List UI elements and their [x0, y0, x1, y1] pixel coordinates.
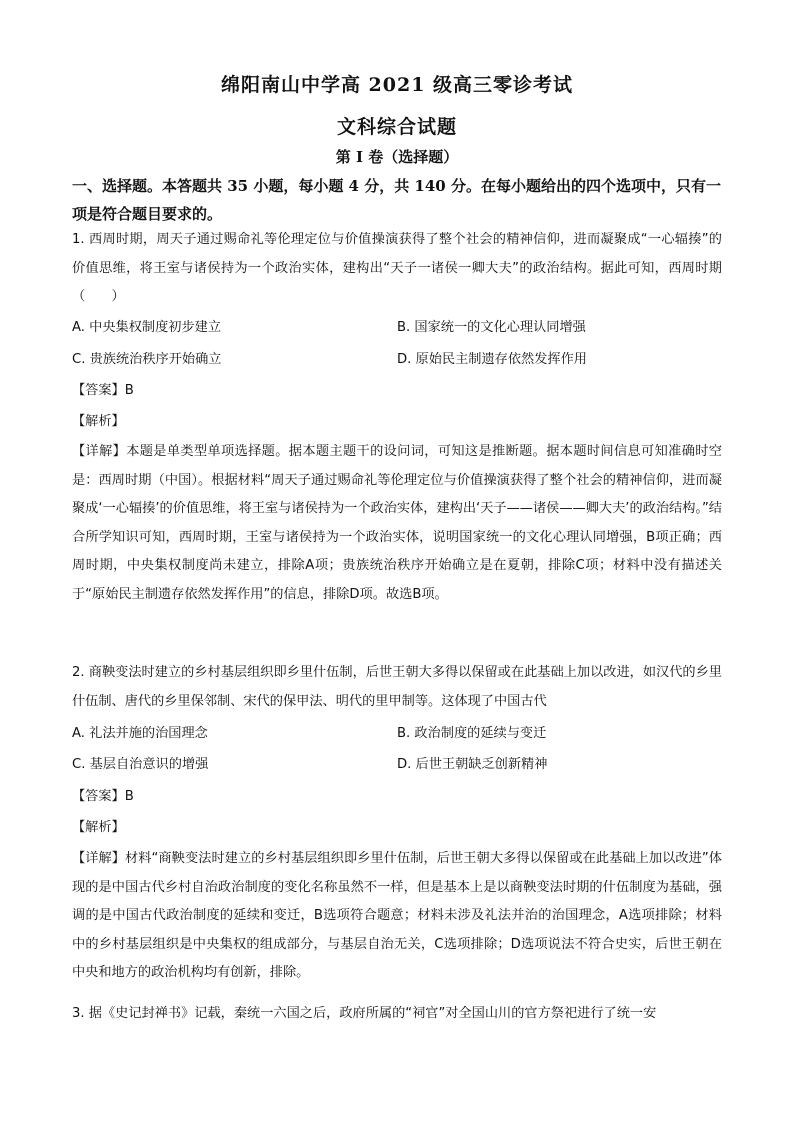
question-2-detail: 【详解】材料“商鞅变法时建立的乡村基层组织即乡里什伍制，后世王朝大多得以保留或在此基础上加以改进”体现的是中国古代乡村自治政治制度的变化名称虽然不一样，但是基本上是以商鞅变法时期的什伍制度为基础，强调的是中国古代政治制度的延续和变迁，B选项符合题意；材料未涉及礼法并治的治国理念，A选项排除；材料中的乡村基层组织是中央集权的组成部分，与基层自治无关，C选项排除；D选项说法不符合史实，后世王朝在中央和地方的政治机构均有创新，排除。 [72, 851, 722, 980]
question-1-option-a: A. 中央集权制度初步建立 [72, 320, 222, 335]
question-2-option-d: D. 后世王朝缺乏创新精神 [397, 757, 548, 772]
question-2-answer: 【答案】B [72, 789, 134, 804]
volume-heading: 第 I 卷（选择题） [335, 148, 459, 166]
question-1-answer: 【答案】B [72, 383, 134, 398]
question-2-option-c: C. 基层自治意识的增强 [72, 757, 209, 772]
question-2-stem: 2. 商鞅变法时建立的乡村基层组织即乡里什伍制，后世王朝大多得以保留或在此基础上加以改进，如汉代的乡里什伍制、唐代的乡里保邻制、宋代的保甲法、明代的里甲制等。这体现了中国古代 [72, 665, 722, 709]
exam-subtitle: 文科综合试题 [336, 116, 457, 138]
question-1-detail: 【详解】本题是单类型单项选择题。据本题主题干的设问词，可知这是推断题。据本题时间信息可知准确时空是：西周时期（中国）。根据材料“周天子通过赐命礼等伦理定位与价值操演获得了整个社会的精神信仰，进而凝聚成‘一心辐揍’的价值思维，将王室与诸侯持为一个政治实体，建构出‘天子——诸侯——卿大夫’的政治结构。”结合所学知识可知，西周时期，王室与诸侯持为一个政治实体，说明国家统一的文化心理认同增强，B项正确；西周时期，中央集权制度尚未建立，排除A项；贵族统治秩序开始确立是在夏朝，排除C项；材料中没有描述关于“原始民主制遗存依然发挥作用”的信息，排除D项。故选B项。 [72, 444, 722, 602]
question-3-stem: 3. 据《史记封禅书》记载，秦统一六国之后，政府所属的“祠官”对全国山川的官方祭祀进行了统一安 [72, 1006, 657, 1021]
section-instructions: 一、选择题。本答题共 35 小题，每小题 4 分，共 140 分。在每小题给出的四个选项中，只有一项是符合题目要求的。 [72, 177, 721, 223]
question-2-option-b: B. 政治制度的延续与变迁 [397, 726, 547, 741]
question-1-option-d: D. 原始民主制遗存依然发挥作用 [397, 352, 587, 367]
question-1-option-c: C. 贵族统治秩序开始确立 [72, 352, 222, 367]
exam-title: 绵阳南山中学高 2021 级高三零诊考试 [220, 74, 574, 96]
question-2-option-a: A. 礼法并施的治国理念 [72, 726, 208, 741]
question-1-analysis-label: 【解析】 [72, 414, 125, 429]
question-1-stem: 1. 西周时期，周天子通过赐命礼等伦理定位与价值操演获得了整个社会的精神信仰，进而凝聚成“一心辐揍”的价值思维，将王室与诸侯持为一个政治实体，建构出“天子一诸侯一卿大夫”的政治结构。据此可知，西周时期（ ） [72, 232, 722, 304]
question-1-option-b: B. 国家统一的文化心理认同增强 [397, 320, 586, 335]
question-2-analysis-label: 【解析】 [72, 820, 125, 835]
